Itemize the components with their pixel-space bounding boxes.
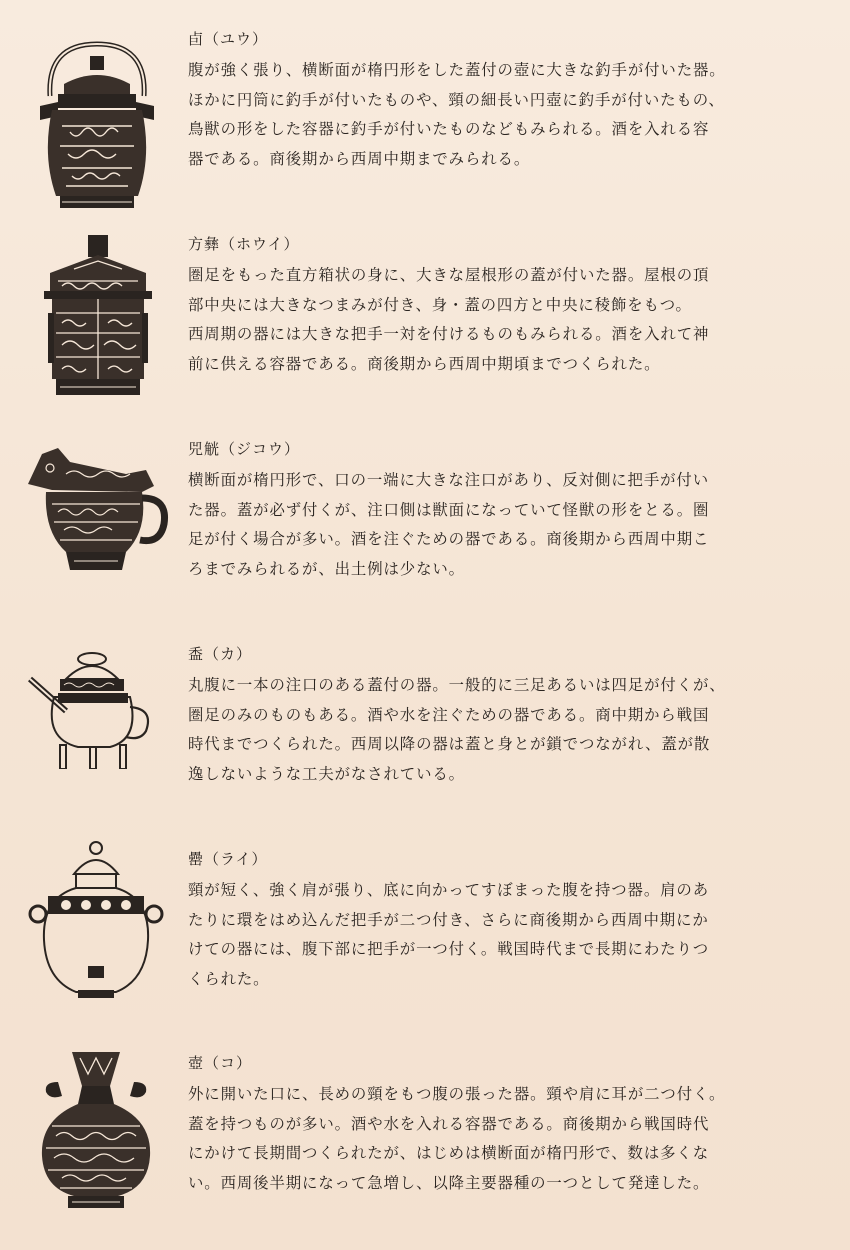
entry-line: にかけて長期間つくられたが、はじめは横断面が楕円形で、数は多くな: [188, 1144, 709, 1162]
entry-title: 方彝（ホウイ）: [188, 235, 300, 253]
entry-line: 外に開いた口に、長めの頸をもつ腹の張った器。頸や肩に耳が二つ付く。: [188, 1085, 726, 1103]
entry-line: 時代までつくられた。西周以降の器は蓋と身とが鎖でつながれ、蓋が散: [188, 735, 711, 753]
entry-line: 鳥獣の形をした容器に釣手が付いたものなどもみられる。酒を入れる容: [188, 120, 710, 138]
you-vessel-illustration: [22, 36, 172, 216]
entry-line: 頸が短く、強く肩が張り、底に向かってすぼまった腹を持つ器。肩のあ: [188, 881, 709, 899]
entry-jikou-text: [188, 438, 828, 584]
entry-title: 壺（コ）: [188, 1054, 253, 1072]
entry-line: 前に供える容器である。商後期から西周中期頃までつくられた。: [188, 354, 661, 373]
entry-title: 卣（ユウ）: [188, 30, 269, 48]
entry-line: 圏足のみのものもある。酒や水を注ぐための器である。商中期から戦国: [188, 705, 710, 724]
entry-line: 横断面が楕円形で、口の一端に大きな注口があり、反対側に把手が付い: [188, 471, 709, 489]
gong-vessel-illustration: [22, 440, 172, 580]
he-vessel-illustration: [22, 649, 172, 769]
fangyi-vessel-illustration: [22, 233, 172, 403]
entry-line: 足が付く場合が多い。酒を注ぐための器である。商後期から西周中期こ: [188, 530, 710, 548]
lei-vessel-illustration: [22, 840, 172, 1000]
entry-title: 兕觥（ジコウ）: [188, 440, 301, 458]
entry-line: 腹が強く張り、横断面が楕円形をした蓋付の壺に大きな釣手が付いた器。: [188, 61, 726, 79]
entry-line: た器。蓋が必ず付くが、注口側は獣面になっていて怪獣の形をとる。圏: [188, 500, 710, 519]
entry-line: くられた。: [188, 969, 270, 988]
entry-ka-text: [188, 643, 828, 789]
entry-line: 西周期の器には大きな把手一対を付けるものもみられる。酒を入れて神: [188, 325, 710, 343]
hu-vessel-illustration: [22, 1052, 172, 1212]
entry-line: 圏足をもった直方箱状の身に、大きな屋根形の蓋が付いた器。屋根の頂: [188, 266, 710, 284]
entry-line: たりに環をはめ込んだ把手が二つ付き、さらに商後期から西周中期にか: [188, 910, 709, 929]
entry-rai-text: [188, 848, 828, 994]
entry-line: 器である。商後期から西周中期までみられる。: [188, 149, 531, 168]
entry-line: 丸腹に一本の注口のある蓋付の器。一般的に三足あるいは四足が付くが、: [188, 676, 726, 694]
entry-title: 盉（カ）: [188, 645, 253, 663]
entry-line: ほかに円筒に釣手が付いたものや、頸の細長い円壺に釣手が付いたもの、: [188, 90, 725, 109]
entry-ko-text: [188, 1052, 828, 1198]
entry-line: 逸しないような工夫がなされている。: [188, 764, 465, 783]
entry-line: けての器には、腹下部に把手が一つ付く。戦国時代まで長期にわたりつ: [188, 940, 709, 958]
entry-title: 罍（ライ）: [188, 850, 268, 868]
entry-you-text: [188, 28, 828, 174]
entry-line: 蓋を持つものが多い。酒や水を入れる容器である。商後期から戦国時代: [188, 1114, 710, 1133]
entry-line: ろまでみられるが、出土例は少ない。: [188, 559, 465, 578]
entry-houi-text: [188, 233, 828, 379]
entry-line: い。西周後半期になって急増し、以降主要器種の一つとして発達した。: [188, 1173, 710, 1192]
entry-line: 部中央には大きなつまみが付き、身・蓋の四方と中央に稜飾をもつ。: [188, 295, 692, 314]
